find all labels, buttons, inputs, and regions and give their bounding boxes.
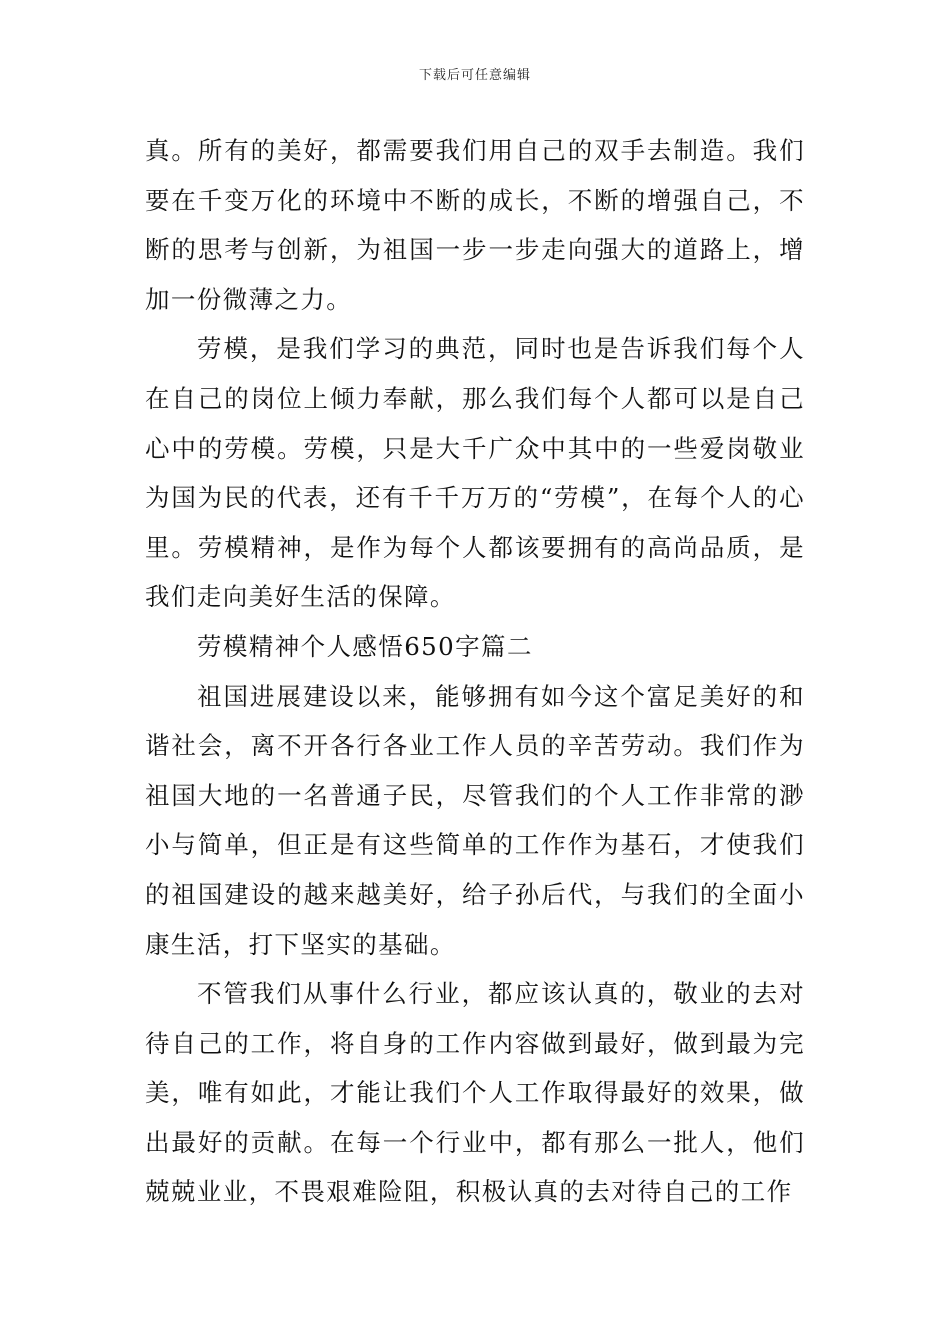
page-header: 下载后可任意编辑 — [418, 68, 531, 83]
paragraph-4: 不管我们从事什么行业，都应该认真的，敬业的去对待自己的工作，将自身的工作内容做到最好，做到最为完美，唯有如此，才能让我们个人工作取得最好的效果，做出最好的贡献。在每一个行业中，都有那么一批人，他们兢兢业业，不畏艰难险阻，积极认真的去对待自己的工作 — [145, 979, 805, 1207]
section-heading: 劳模精神个人感悟650字篇二 — [197, 631, 533, 661]
paragraph-3: 祖国进展建设以来，能够拥有如今这个富足美好的和谐社会，离不开各行各业工作人员的辛苦劳动。我们作为祖国大地的一名普通子民，尽管我们的个人工作非常的渺小与简单，但正是有这些简单的工作作为基石，才使我们的祖国建设的越来越美好，给子孙后代，与我们的全面小康生活，打下坚实的基础。 — [145, 681, 805, 959]
paragraph-1: 真。所有的美好，都需要我们用自己的双手去制造。我们要在千变万化的环境中不断的成长，不断的增强自己，不断的思考与创新，为祖国一步一步走向强大的道路上，增加一份微薄之力。 — [145, 136, 805, 314]
paragraph-2: 劳模，是我们学习的典范，同时也是告诉我们每个人在自己的岗位上倾力奉献，那么我们每个人都可以是自己心中的劳模。劳模，只是大千广众中其中的一些爱岗敬业为国为民的代表，还有千千万万的“劳模”，在每个人的心里。劳模精神，是作为每个人都该要拥有的高尚品质，是我们走向美好生活的保障。 — [145, 334, 805, 612]
document-body — [145, 126, 805, 1217]
